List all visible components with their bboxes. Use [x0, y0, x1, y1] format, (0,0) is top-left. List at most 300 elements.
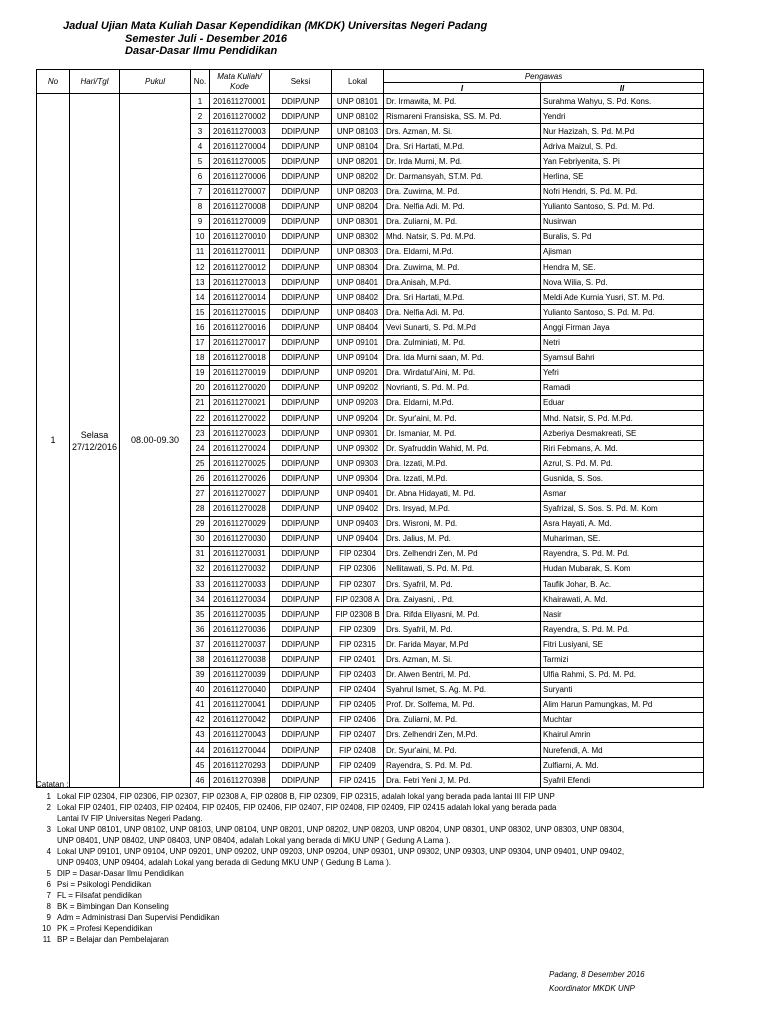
note-number: 11	[42, 935, 51, 944]
note-number: 10	[42, 924, 51, 933]
row-no: 17	[191, 335, 210, 350]
row-pengawas-2: Rayendra, S. Pd. M. Pd.	[541, 546, 704, 561]
row-pengawas-1: Nellitawati, S. Pd. M. Pd.	[384, 561, 541, 576]
row-lokal: UNP 08102	[332, 109, 384, 124]
row-kode: 201611270006	[210, 169, 270, 184]
row-pengawas-2: Asmar	[541, 486, 704, 501]
row-lokal: FIP 02406	[332, 712, 384, 727]
document-title	[63, 20, 487, 58]
row-pengawas-1: Dra. Eldarni, M.Pd.	[384, 395, 541, 410]
row-pengawas-1: Drs. Azman, M. Si.	[384, 124, 541, 139]
row-no: 29	[191, 516, 210, 531]
row-kode: 201611270024	[210, 441, 270, 456]
row-no: 9	[191, 214, 210, 229]
row-seksi: DDIP/UNP	[270, 561, 332, 576]
row-kode: 201611270019	[210, 365, 270, 380]
row-pengawas-2: Yan Febriyenita, S. Pi	[541, 154, 704, 169]
table-body	[37, 94, 704, 788]
row-kode: 201611270010	[210, 229, 270, 244]
row-seksi: DDIP/UNP	[270, 471, 332, 486]
row-lokal: UNP 08304	[332, 260, 384, 275]
row-pengawas-1: Prof. Dr. Solfema, M. Pd.	[384, 697, 541, 712]
row-lokal: FIP 02308 A	[332, 592, 384, 607]
row-no: 44	[191, 743, 210, 758]
row-lokal: FIP 02309	[332, 622, 384, 637]
row-pengawas-2: Nusirwan	[541, 214, 704, 229]
header-pengawas-2: II	[541, 83, 704, 94]
row-pengawas-1: Drs. Syafril, M. Pd.	[384, 622, 541, 637]
row-pengawas-2: Muhariman, SE.	[541, 531, 704, 546]
group-hari: Selasa	[80, 429, 109, 440]
row-no: 13	[191, 275, 210, 290]
note-line	[36, 890, 736, 901]
note-number: 5	[46, 869, 51, 878]
row-seksi: DDIP/UNP	[270, 169, 332, 184]
row-kode: 201611270043	[210, 727, 270, 742]
row-kode: 201611270041	[210, 697, 270, 712]
row-lokal: FIP 02307	[332, 577, 384, 592]
row-lokal: FIP 02304	[332, 546, 384, 561]
notes-heading: Catatan :	[36, 780, 69, 789]
row-pengawas-1: Dra. Fetri Yeni J, M. Pd.	[384, 773, 541, 788]
row-pengawas-2: Khairul Amrin	[541, 727, 704, 742]
row-seksi: DDIP/UNP	[270, 124, 332, 139]
row-kode: 201611270044	[210, 743, 270, 758]
row-pengawas-1: Syahrul Ismet, S. Ag. M. Pd.	[384, 682, 541, 697]
row-pengawas-1: Dr. Irmawita, M. Pd.	[384, 94, 541, 109]
row-pengawas-1: Dra. Ida Murni saan, M. Pd.	[384, 350, 541, 365]
row-pengawas-2: Hudan Mubarak, S. Kom	[541, 561, 704, 576]
row-lokal: UNP 08402	[332, 290, 384, 305]
row-pengawas-2: Anggi Firman Jaya	[541, 320, 704, 335]
note-line	[36, 901, 736, 912]
row-pengawas-1: Dra. Zuliarni, M. Pd.	[384, 214, 541, 229]
row-lokal: UNP 08403	[332, 305, 384, 320]
note-line	[36, 923, 736, 934]
row-pengawas-1: Dra. Nelfia Adi. M. Pd.	[384, 305, 541, 320]
row-pengawas-2: Ramadi	[541, 380, 704, 395]
note-line	[36, 791, 736, 802]
row-kode: 201611270042	[210, 712, 270, 727]
notes-section	[36, 779, 736, 945]
row-pengawas-2: Fitri Lusiyani, SE	[541, 637, 704, 652]
row-no: 30	[191, 531, 210, 546]
row-lokal: FIP 02315	[332, 637, 384, 652]
row-kode: 201611270022	[210, 410, 270, 425]
row-kode: 201611270002	[210, 109, 270, 124]
row-no: 7	[191, 184, 210, 199]
row-pengawas-2: Ajisman	[541, 244, 704, 259]
row-kode: 201611270013	[210, 275, 270, 290]
row-pengawas-1: Dra. Zaiyasni, . Pd.	[384, 592, 541, 607]
row-kode: 201611270017	[210, 335, 270, 350]
row-pengawas-1: Dra. Zuwirna, M. Pd.	[384, 260, 541, 275]
row-kode: 201611270011	[210, 244, 270, 259]
row-pengawas-2: Yulianto Santoso, S. Pd. M. Pd.	[541, 305, 704, 320]
row-pengawas-1: Drs. Zelhendri Zen, M. Pd	[384, 546, 541, 561]
note-text: Lokal UNP 08101, UNP 08102, UNP 08103, UNP 08104, UNP 08201, UNP 08202, UNP 08203, UNP 08204, UNP 08301, UNP 08302, UNP 08303, UNP 08304,	[57, 825, 625, 834]
row-no: 1	[191, 94, 210, 109]
row-no: 16	[191, 320, 210, 335]
row-seksi: DDIP/UNP	[270, 441, 332, 456]
row-lokal: UNP 08101	[332, 94, 384, 109]
row-no: 32	[191, 561, 210, 576]
row-seksi: DDIP/UNP	[270, 743, 332, 758]
row-kode: 201611270027	[210, 486, 270, 501]
row-lokal: UNP 09403	[332, 516, 384, 531]
row-kode: 201611270016	[210, 320, 270, 335]
row-no: 37	[191, 637, 210, 652]
row-seksi: DDIP/UNP	[270, 486, 332, 501]
row-no: 2	[191, 109, 210, 124]
row-pengawas-1: Dra. Zuliarni, M. Pd.	[384, 712, 541, 727]
row-no: 45	[191, 758, 210, 773]
row-pengawas-1: Dr. Syur'aini, M. Pd.	[384, 743, 541, 758]
row-pengawas-2: Zulfiarni, A. Md.	[541, 758, 704, 773]
row-lokal: UNP 09201	[332, 365, 384, 380]
note-text: PK = Profesi Kependidikan	[57, 924, 153, 933]
row-pengawas-1: Dr. Abna Hidayati, M. Pd.	[384, 486, 541, 501]
row-lokal: UNP 08204	[332, 199, 384, 214]
row-lokal: UNP 09304	[332, 471, 384, 486]
row-lokal: UNP 08202	[332, 169, 384, 184]
row-lokal: UNP 08201	[332, 154, 384, 169]
row-no: 23	[191, 426, 210, 441]
row-pengawas-1: Mhd. Natsir, S. Pd. M.Pd.	[384, 229, 541, 244]
row-no: 28	[191, 501, 210, 516]
row-lokal: UNP 09204	[332, 410, 384, 425]
row-seksi: DDIP/UNP	[270, 214, 332, 229]
row-pengawas-2: Syafril Efendi	[541, 773, 704, 788]
note-line	[36, 802, 736, 813]
row-lokal: UNP 09402	[332, 501, 384, 516]
row-seksi: DDIP/UNP	[270, 244, 332, 259]
row-pengawas-2: Alim Harun Pamungkas, M. Pd	[541, 697, 704, 712]
row-lokal: FIP 02415	[332, 773, 384, 788]
row-kode: 201611270009	[210, 214, 270, 229]
row-seksi: DDIP/UNP	[270, 682, 332, 697]
row-pengawas-2: Netri	[541, 335, 704, 350]
row-seksi: DDIP/UNP	[270, 335, 332, 350]
row-seksi: DDIP/UNP	[270, 516, 332, 531]
row-pengawas-1: Drs. Wisroni, M. Pd.	[384, 516, 541, 531]
title-line-3: Dasar-Dasar Ilmu Pendidikan	[125, 45, 278, 57]
row-no: 43	[191, 727, 210, 742]
note-number: 8	[46, 902, 51, 911]
row-no: 40	[191, 682, 210, 697]
row-pengawas-1: Dra.Anisah, M.Pd.	[384, 275, 541, 290]
row-no: 35	[191, 607, 210, 622]
row-no: 6	[191, 169, 210, 184]
row-seksi: DDIP/UNP	[270, 456, 332, 471]
row-no: 11	[191, 244, 210, 259]
row-no: 36	[191, 622, 210, 637]
note-number: 3	[46, 825, 51, 834]
row-no: 12	[191, 260, 210, 275]
row-pengawas-2: Nur Hazizah, S. Pd. M.Pd	[541, 124, 704, 139]
row-pengawas-1: Dr. Irda Murni, M. Pd.	[384, 154, 541, 169]
row-seksi: DDIP/UNP	[270, 546, 332, 561]
row-kode: 201611270012	[210, 260, 270, 275]
row-pengawas-2: Nofri Hendri, S. Pd. M. Pd.	[541, 184, 704, 199]
row-pengawas-2: Nova Wilia, S. Pd.	[541, 275, 704, 290]
note-number: 9	[46, 913, 51, 922]
note-line: UNP 08401, UNP 08402, UNP 08403, UNP 08404, adalah Lokal yang berada di MKU UNP ( Gedung A Lama ).	[57, 836, 451, 845]
row-kode: 201611270003	[210, 124, 270, 139]
row-pengawas-2: Syafrizal, S. Sos. S. Pd. M. Kom	[541, 501, 704, 516]
row-kode: 201611270028	[210, 501, 270, 516]
row-kode: 201611270014	[210, 290, 270, 305]
row-pengawas-1: Dra. Izzati, M.Pd.	[384, 471, 541, 486]
row-seksi: DDIP/UNP	[270, 410, 332, 425]
row-pengawas-1: Dr. Farida Mayar, M.Pd	[384, 637, 541, 652]
row-pengawas-2: Mhd. Natsir, S. Pd. M.Pd.	[541, 410, 704, 425]
note-line	[36, 846, 736, 857]
row-kode: 201611270040	[210, 682, 270, 697]
row-seksi: DDIP/UNP	[270, 426, 332, 441]
row-lokal: FIP 02409	[332, 758, 384, 773]
signature-role: Koordinator MKDK UNP	[549, 984, 635, 993]
row-kode: 201611270005	[210, 154, 270, 169]
row-kode: 201611270021	[210, 395, 270, 410]
row-lokal: FIP 02401	[332, 652, 384, 667]
row-kode: 201611270038	[210, 652, 270, 667]
row-no: 41	[191, 697, 210, 712]
row-pengawas-2: Azberiya Desmakreati, SE	[541, 426, 704, 441]
schedule-table	[36, 69, 704, 788]
row-pengawas-1: Novrianti, S. Pd. M. Pd.	[384, 380, 541, 395]
row-lokal: UNP 09302	[332, 441, 384, 456]
row-pengawas-1: Rismareni Fransiska, SS. M. Pd.	[384, 109, 541, 124]
row-lokal: FIP 02405	[332, 697, 384, 712]
row-lokal: UNP 08203	[332, 184, 384, 199]
row-kode: 201611270007	[210, 184, 270, 199]
row-seksi: DDIP/UNP	[270, 758, 332, 773]
row-kode: 201611270015	[210, 305, 270, 320]
row-no: 31	[191, 546, 210, 561]
row-no: 5	[191, 154, 210, 169]
row-pengawas-1: Dra. Sri Hartati, M.Pd.	[384, 290, 541, 305]
row-no: 3	[191, 124, 210, 139]
row-kode: 201611270031	[210, 546, 270, 561]
row-seksi: DDIP/UNP	[270, 139, 332, 154]
note-line: Lantai IV FIP Universitas Negeri Padang.	[57, 814, 203, 823]
row-seksi: DDIP/UNP	[270, 607, 332, 622]
row-seksi: DDIP/UNP	[270, 305, 332, 320]
row-pengawas-2: Nasir	[541, 607, 704, 622]
header-no2: No.	[191, 70, 210, 94]
row-lokal: FIP 02408	[332, 743, 384, 758]
row-lokal: UNP 08103	[332, 124, 384, 139]
row-lokal: UNP 09104	[332, 350, 384, 365]
row-pengawas-2: Eduar	[541, 395, 704, 410]
row-pengawas-1: Dra. Wirdatul'Aini, M. Pd.	[384, 365, 541, 380]
note-line	[36, 912, 736, 923]
group-pukul: 08.00-09.30	[120, 94, 191, 788]
row-lokal: UNP 08104	[332, 139, 384, 154]
note-line	[36, 879, 736, 890]
row-no: 18	[191, 350, 210, 365]
row-pengawas-2: Buralis, S. Pd	[541, 229, 704, 244]
row-seksi: DDIP/UNP	[270, 712, 332, 727]
row-seksi: DDIP/UNP	[270, 622, 332, 637]
note-number: 4	[46, 847, 51, 856]
row-lokal: UNP 09203	[332, 395, 384, 410]
row-pengawas-2: Syamsul Bahri	[541, 350, 704, 365]
row-kode: 201611270035	[210, 607, 270, 622]
row-lokal: UNP 09404	[332, 531, 384, 546]
row-pengawas-1: Drs. Syafril, M. Pd.	[384, 577, 541, 592]
row-pengawas-1: Dra. Rifda Eliyasni, M. Pd.	[384, 607, 541, 622]
row-seksi: DDIP/UNP	[270, 577, 332, 592]
note-number: 6	[46, 880, 51, 889]
row-no: 14	[191, 290, 210, 305]
row-no: 39	[191, 667, 210, 682]
header-hari-tgl: Hari/Tgl	[70, 70, 120, 94]
row-pengawas-1: Drs. Jalius, M. Pd.	[384, 531, 541, 546]
row-no: 27	[191, 486, 210, 501]
note-text: Lokal FIP 02304, FIP 02306, FIP 02307, FIP 02308 A, FIP 02808 B, FIP 02309, FIP 02315, adalah lokal yang berada pada lantai III FIP UNP	[57, 792, 555, 801]
row-seksi: DDIP/UNP	[270, 773, 332, 788]
row-seksi: DDIP/UNP	[270, 697, 332, 712]
row-seksi: DDIP/UNP	[270, 531, 332, 546]
row-no: 21	[191, 395, 210, 410]
note-number: 7	[46, 891, 51, 900]
row-seksi: DDIP/UNP	[270, 275, 332, 290]
note-text: FL = Filsafat pendidikan	[57, 891, 142, 900]
row-pengawas-2: Surahma Wahyu, S. Pd. Kons.	[541, 94, 704, 109]
row-lokal: UNP 08302	[332, 229, 384, 244]
row-kode: 201611270032	[210, 561, 270, 576]
row-pengawas-1: Dr. Darmansyah, ST.M. Pd.	[384, 169, 541, 184]
row-kode: 201611270025	[210, 456, 270, 471]
row-pengawas-2: Herlina, SE	[541, 169, 704, 184]
row-pengawas-1: Dr. Alwen Bentri, M. Pd.	[384, 667, 541, 682]
header-lokal: Lokal	[332, 70, 384, 94]
group-no: 1	[37, 94, 70, 788]
row-lokal: UNP 09303	[332, 456, 384, 471]
row-pengawas-2: Yefri	[541, 365, 704, 380]
row-pengawas-1: Dra. Zulminiati, M. Pd.	[384, 335, 541, 350]
row-seksi: DDIP/UNP	[270, 350, 332, 365]
row-pengawas-1: Dr. Syur'aini, M. Pd.	[384, 410, 541, 425]
row-pengawas-1: Rayendra, S. Pd. M. Pd.	[384, 758, 541, 773]
row-pengawas-2: Khairawati, A. Md.	[541, 592, 704, 607]
header-kode: Mata Kuliah/ Kode	[210, 70, 270, 94]
row-no: 4	[191, 139, 210, 154]
header-pukul: Pukul	[120, 70, 191, 94]
row-seksi: DDIP/UNP	[270, 652, 332, 667]
row-pengawas-2: Rayendra, S. Pd. M. Pd.	[541, 622, 704, 637]
row-no: 15	[191, 305, 210, 320]
row-seksi: DDIP/UNP	[270, 229, 332, 244]
row-no: 33	[191, 577, 210, 592]
note-line	[36, 934, 736, 945]
title-line-2: Semester Juli - Desember 2016	[125, 32, 288, 45]
row-no: 26	[191, 471, 210, 486]
table-row	[37, 94, 704, 109]
row-no: 8	[191, 199, 210, 214]
row-kode: 201611270008	[210, 199, 270, 214]
row-pengawas-1: Dra. Izzati, M.Pd.	[384, 456, 541, 471]
row-no: 19	[191, 365, 210, 380]
row-lokal: UNP 09401	[332, 486, 384, 501]
row-kode: 201611270398	[210, 773, 270, 788]
row-kode: 201611270293	[210, 758, 270, 773]
row-seksi: DDIP/UNP	[270, 395, 332, 410]
row-pengawas-1: Dra. Eldarni, M.Pd.	[384, 244, 541, 259]
row-no: 38	[191, 652, 210, 667]
row-pengawas-2: Ulfia Rahmi, S. Pd. M. Pd.	[541, 667, 704, 682]
row-kode: 201611270023	[210, 426, 270, 441]
row-no: 25	[191, 456, 210, 471]
note-text: BP = Belajar dan Pembelajaran	[57, 935, 169, 944]
row-lokal: UNP 08301	[332, 214, 384, 229]
header-seksi: Seksi	[270, 70, 332, 94]
note-number: 1	[46, 792, 51, 801]
row-no: 20	[191, 380, 210, 395]
title-line-1: Jadual Ujian Mata Kuliah Dasar Kependidikan (MKDK) Universitas Negeri Padang	[63, 20, 488, 32]
group-tgl: 27/12/2016	[72, 441, 118, 452]
row-no: 22	[191, 410, 210, 425]
row-no: 10	[191, 229, 210, 244]
row-pengawas-2: Yulianto Santoso, S. Pd. M. Pd.	[541, 199, 704, 214]
row-lokal: FIP 02308 B	[332, 607, 384, 622]
row-kode: 201611270039	[210, 667, 270, 682]
row-lokal: UNP 08401	[332, 275, 384, 290]
row-pengawas-2: Yendri	[541, 109, 704, 124]
note-line	[36, 868, 736, 879]
row-no: 42	[191, 712, 210, 727]
row-seksi: DDIP/UNP	[270, 199, 332, 214]
note-line	[36, 824, 736, 835]
row-lokal: UNP 08404	[332, 320, 384, 335]
row-no: 34	[191, 592, 210, 607]
note-text: DIP = Dasar-Dasar Ilmu Pendidikan	[57, 869, 184, 878]
row-pengawas-2: Hendra M, SE.	[541, 260, 704, 275]
row-pengawas-2: Nurefendi, A. Md	[541, 743, 704, 758]
note-text: Adm = Administrasi Dan Supervisi Pendidikan	[57, 913, 220, 922]
notes-list	[36, 791, 736, 945]
row-seksi: DDIP/UNP	[270, 380, 332, 395]
row-lokal: UNP 09202	[332, 380, 384, 395]
row-pengawas-2: Taufik Johar, B. Ac.	[541, 577, 704, 592]
row-pengawas-2: Azrul, S. Pd. M. Pd.	[541, 456, 704, 471]
row-no: 46	[191, 773, 210, 788]
row-seksi: DDIP/UNP	[270, 592, 332, 607]
row-seksi: DDIP/UNP	[270, 365, 332, 380]
row-kode: 201611270030	[210, 531, 270, 546]
row-pengawas-2: Gusnida, S. Sos.	[541, 471, 704, 486]
row-kode: 201611270004	[210, 139, 270, 154]
row-seksi: DDIP/UNP	[270, 184, 332, 199]
header-no: No	[37, 70, 70, 94]
header-pengawas-1: I	[384, 83, 541, 94]
row-pengawas-2: Meldi Ade Kurnia Yusri, ST. M. Pd.	[541, 290, 704, 305]
row-lokal: FIP 02306	[332, 561, 384, 576]
row-seksi: DDIP/UNP	[270, 727, 332, 742]
row-pengawas-2: Suryanti	[541, 682, 704, 697]
row-no: 24	[191, 441, 210, 456]
table-header	[37, 70, 704, 94]
note-text: Psi = Psikologi Pendidikan	[57, 880, 152, 889]
row-kode: 201611270026	[210, 471, 270, 486]
row-kode: 201611270036	[210, 622, 270, 637]
signature-place-date: Padang, 8 Desember 2016	[549, 970, 645, 979]
row-kode: 201611270037	[210, 637, 270, 652]
note-text: Lokal FIP 02401, FIP 02403, FIP 02404, FIP 02405, FIP 02406, FIP 02407, FIP 02408, FIP 02409, FIP 02415 adalah lokal yang berada pada	[57, 803, 557, 812]
row-pengawas-2: Asra Hayati, A. Md.	[541, 516, 704, 531]
